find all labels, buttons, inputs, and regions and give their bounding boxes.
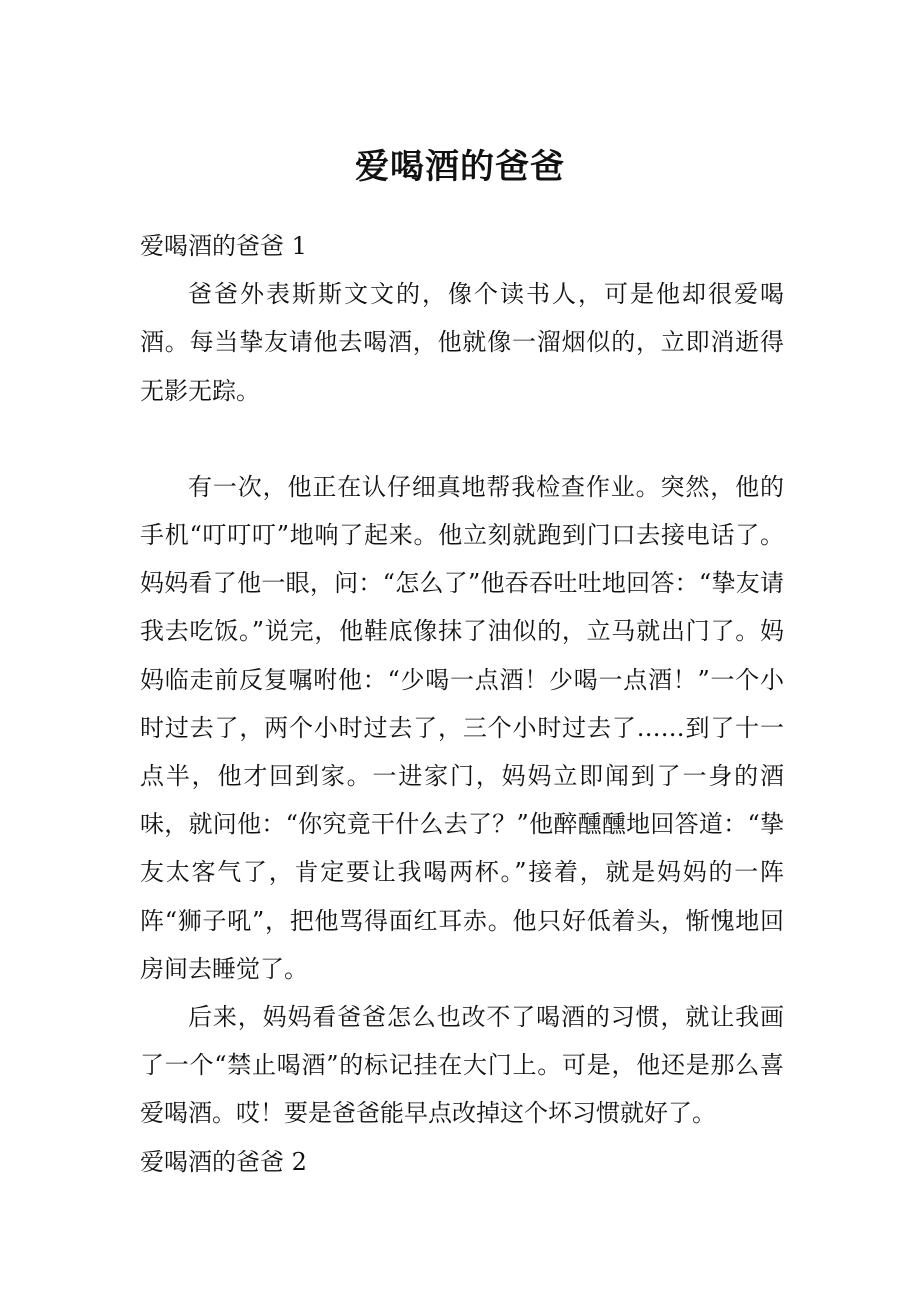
paragraph-2: 有一次，他正在认仔细真地帮我检查作业。突然，他的手机“叮叮叮”地响了起来。他立刻就跑到门口去接电话了。妈妈看了他一眼，问：“怎么了”他吞吞吐吐地回答：“挚友请我去吃饭。”说完，他鞋底像抹了油似的，立马就出门了。妈妈临走前反复嘱咐他：“少喝一点酒！少喝一点酒！”一个小时过去了，两个小时过去了，三个小时过去了……到了十一点半，他才回到家。一进家门，妈妈立即闻到了一身的酒味，就问他：“你究竟干什么去了？”他醉醺醺地回答道：“挚友太客气了，肯定要让我喝两杯。”接着，就是妈妈的一阵阵“狮子吼”，把他骂得面红耳赤。他只好低着头，惭愧地回房间去睡觉了。 bbox=[140, 472, 784, 983]
paragraph-1: 爸爸外表斯斯文文的，像个读书人，可是他却很爱喝酒。每当挚友请他去喝酒，他就像一溜烟似的，立即消逝得无影无踪。 bbox=[140, 280, 784, 405]
paragraph-spacer bbox=[140, 415, 784, 463]
document-title: 爱喝酒的爸爸 bbox=[355, 147, 565, 187]
document-body bbox=[140, 222, 784, 1186]
section-heading-2: 爱喝酒的爸爸 2 bbox=[140, 1147, 307, 1176]
paragraph-3: 后来，妈妈看爸爸怎么也改不了喝酒的习惯，就让我画了一个“禁止喝酒”的标记挂在大门上。可是，他还是那么喜爱喝酒。哎！要是爸爸能早点改掉这个坏习惯就好了。 bbox=[140, 1003, 784, 1128]
section-heading-1: 爱喝酒的爸爸 1 bbox=[140, 232, 307, 260]
